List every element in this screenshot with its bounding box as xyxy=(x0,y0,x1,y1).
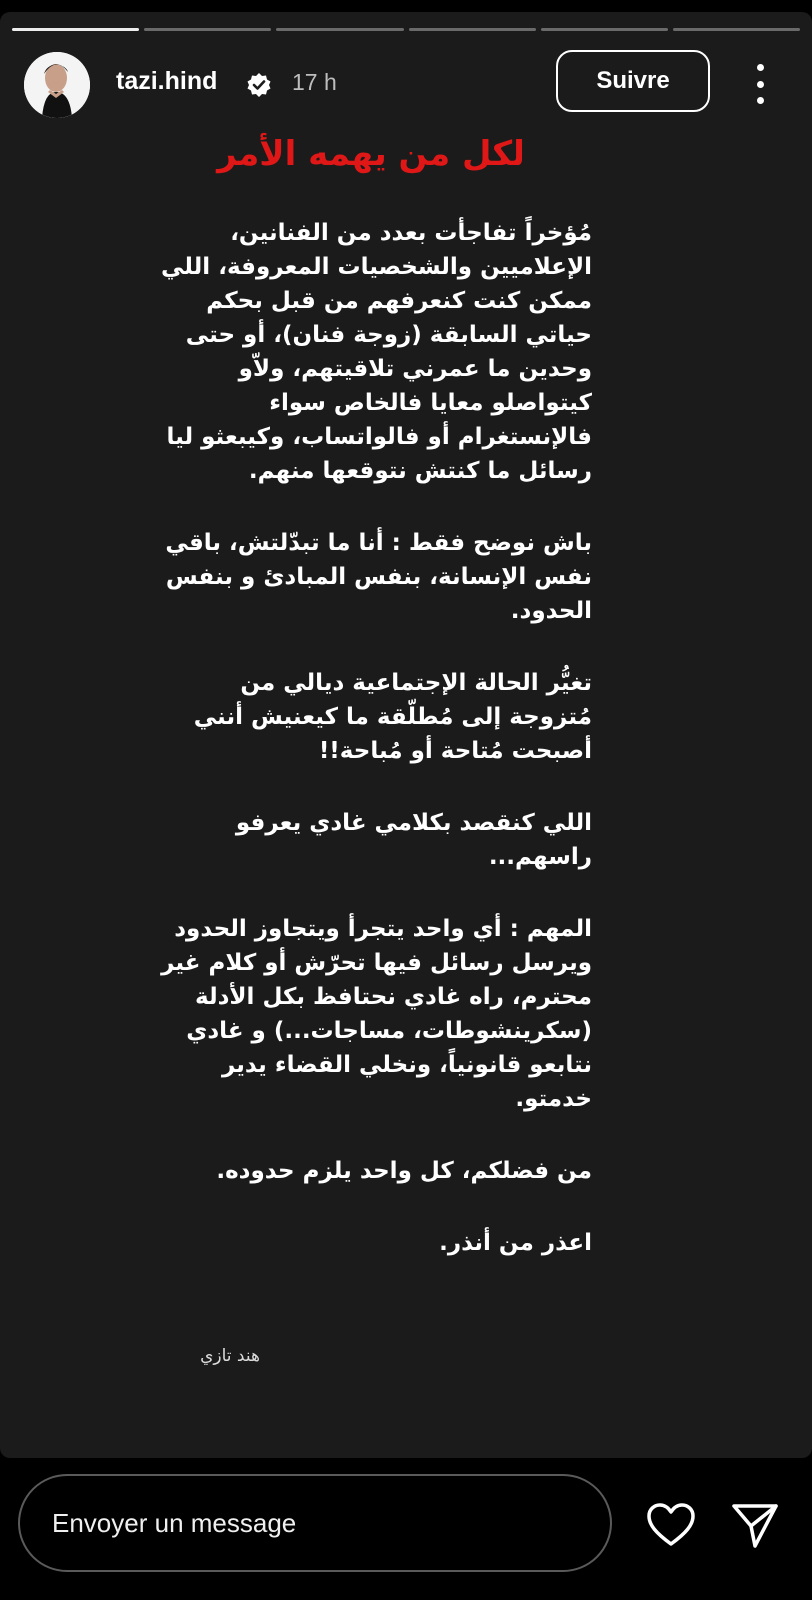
story-body xyxy=(150,216,592,1298)
message-input[interactable] xyxy=(18,1474,612,1572)
progress-segment xyxy=(276,28,403,31)
follow-button[interactable]: Suivre xyxy=(556,50,710,112)
verified-badge-icon xyxy=(246,72,272,98)
progress-segment xyxy=(541,28,668,31)
signature: هند تازي xyxy=(200,1346,260,1366)
progress-segment xyxy=(673,28,800,31)
progress-segment xyxy=(12,28,139,31)
story-progress-bar xyxy=(12,28,800,31)
progress-segment xyxy=(409,28,536,31)
story-paragraph: من فضلكم، كل واحد يلزم حدوده. xyxy=(216,1158,592,1184)
story-paragraph: المهم : أي واحد يتجرأ ويتجاوز الحدود ويرسل رسائل فيها تحرّش أو كلام غير محترم، راه غادي نحتافظ بكل الأدلة (سكرينشوطات، مساجات...) و غادي نتابعو قانونياً، ونخلي القضاء يدير خدمتو. xyxy=(161,916,592,1112)
story-paragraph: اللي كنقصد بكلامي غادي يعرفو راسهم... xyxy=(235,810,592,870)
more-options-icon[interactable] xyxy=(748,64,772,104)
story-footer xyxy=(0,1458,812,1600)
story-header xyxy=(0,46,812,124)
story-paragraph: باش نوضح فقط : أنا ما تبدّلتش، باقي نفس الإنسانة، بنفس المبادئ و بنفس الحدود. xyxy=(165,530,592,624)
story-paragraph: مُؤخراً تفاجأت بعدد من الفنانين، الإعلاميين والشخصيات المعروفة، اللي ممكن كنت كنعرفهم من قبل بحكم حياتي السابقة (زوجة فنان)، أو حتى وحدين ما عمرني تلاقيتهم، ولاّو كيتواصلو معايا فالخاص سواء فالإنستغرام أو فالواتساب، وكيبعثو ليا رسائل ما كنتش نتوقعها منهم. xyxy=(161,220,592,484)
story-paragraph: تغيُّر الحالة الإجتماعية ديالي من مُتزوجة إلى مُطلّقة ما كيعنيش أنني أصبحت مُتاحة أو مُباحة!! xyxy=(193,670,592,764)
story-title: لكل من يهمه الأمر xyxy=(217,134,525,174)
send-icon[interactable] xyxy=(730,1500,780,1550)
post-time: 17 h xyxy=(292,69,337,95)
story-paragraph: اعذر من أنذر. xyxy=(439,1230,592,1256)
username[interactable]: tazi.hind xyxy=(116,67,218,95)
progress-segment xyxy=(144,28,271,31)
avatar[interactable] xyxy=(24,52,90,118)
heart-icon[interactable] xyxy=(646,1502,696,1548)
